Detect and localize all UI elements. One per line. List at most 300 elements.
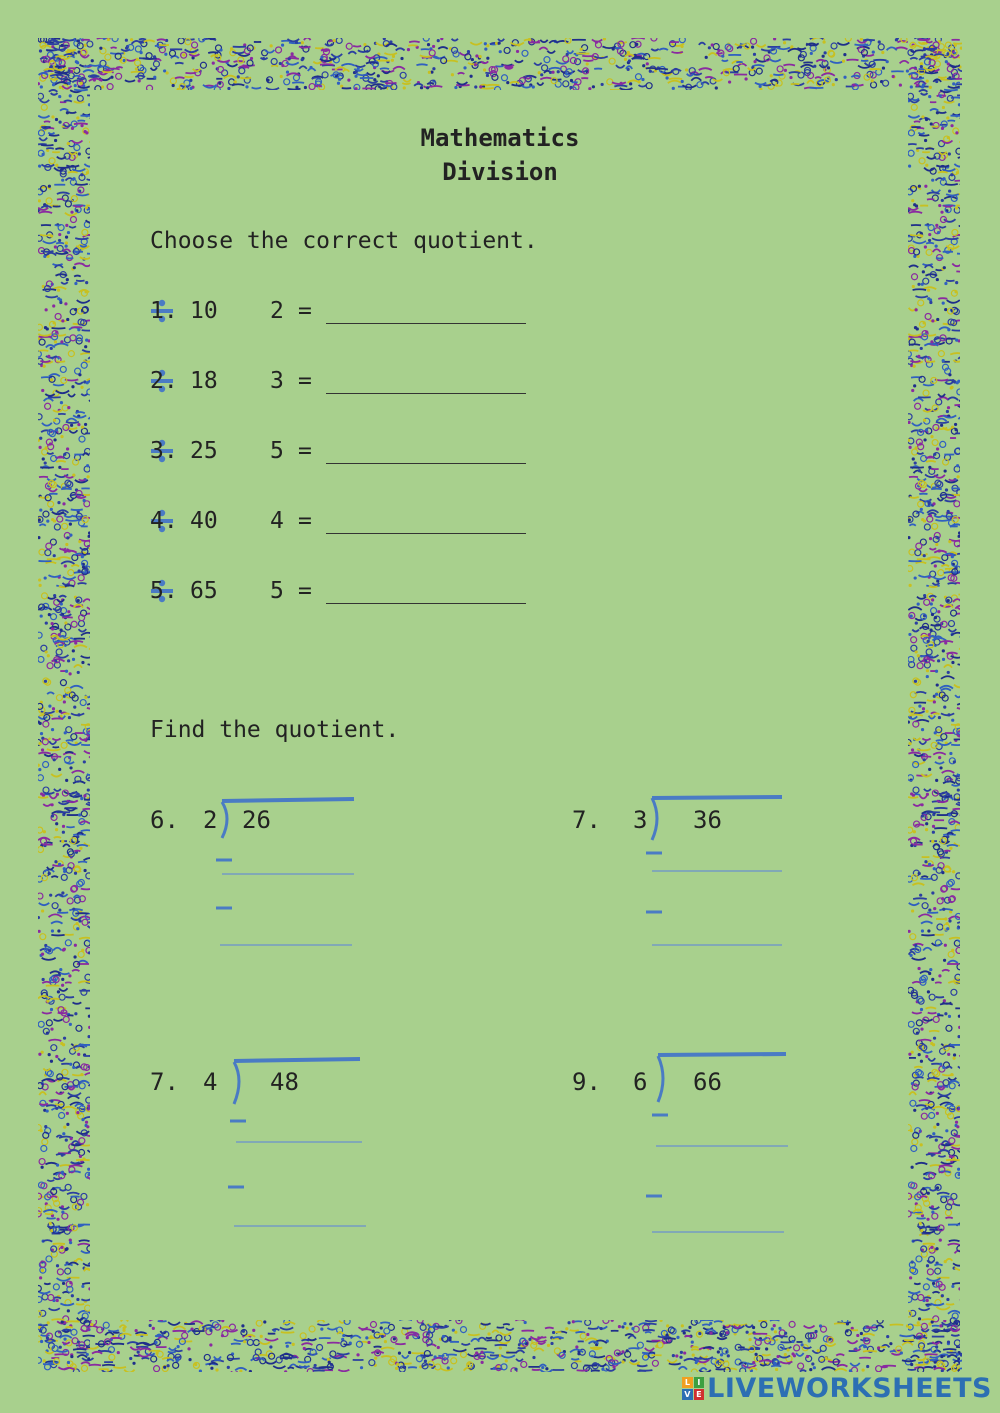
- confetti-piece: [915, 650, 918, 653]
- confetti-piece: [62, 1342, 69, 1344]
- confetti-piece: [44, 461, 47, 464]
- confetti-piece: [56, 1163, 59, 1166]
- confetti-piece: [784, 1332, 787, 1335]
- confetti-piece: [68, 974, 71, 977]
- confetti-piece: [945, 1129, 948, 1132]
- confetti-piece: [929, 968, 932, 971]
- confetti-piece: [918, 501, 924, 507]
- confetti-piece: [648, 58, 661, 59]
- confetti-piece: [822, 40, 825, 43]
- confetti-piece: [773, 1336, 783, 1338]
- confetti-piece: [38, 703, 43, 709]
- confetti-piece: [203, 1325, 215, 1328]
- confetti-piece: [726, 1331, 729, 1334]
- confetti-piece: [944, 282, 947, 285]
- confetti-piece: [38, 838, 50, 841]
- confetti-piece: [931, 608, 937, 614]
- confetti-piece: [784, 1353, 787, 1356]
- confetti-piece: [913, 365, 916, 368]
- confetti-piece: [53, 384, 64, 385]
- confetti-piece: [926, 1264, 929, 1267]
- confetti-piece: [81, 394, 87, 396]
- confetti-piece: [908, 838, 920, 841]
- confetti-piece: [484, 48, 487, 51]
- confetti-piece: [939, 909, 952, 910]
- answer-blank[interactable]: [326, 323, 526, 324]
- equals-sign: =: [298, 368, 312, 394]
- confetti-piece: [908, 351, 911, 357]
- confetti-piece: [681, 1324, 684, 1327]
- confetti-piece: [50, 1028, 53, 1031]
- confetti-piece: [84, 751, 90, 754]
- confetti-piece: [931, 489, 942, 490]
- confetti-piece: [908, 930, 911, 933]
- confetti-piece: [221, 1320, 224, 1322]
- confetti-piece: [950, 386, 953, 389]
- confetti-piece: [396, 1363, 399, 1366]
- answer-blank[interactable]: [326, 533, 526, 534]
- confetti-piece: [919, 1040, 932, 1041]
- confetti-piece: [182, 1333, 188, 1339]
- confetti-piece: [911, 1146, 917, 1152]
- confetti-piece: [61, 1171, 64, 1174]
- confetti-piece: [486, 74, 489, 77]
- confetti-piece: [132, 1362, 135, 1365]
- confetti-piece: [51, 93, 58, 95]
- confetti-piece: [88, 103, 90, 106]
- confetti-piece: [942, 908, 945, 911]
- confetti-piece: [285, 1343, 291, 1344]
- confetti-piece: [643, 1330, 655, 1331]
- confetti-piece: [773, 74, 783, 75]
- confetti-piece: [876, 1325, 884, 1328]
- confetti-piece: [65, 670, 68, 673]
- confetti-piece: [926, 243, 934, 244]
- confetti-piece: [944, 665, 952, 668]
- confetti-piece: [908, 716, 917, 719]
- confetti-piece: [722, 60, 728, 61]
- confetti-piece: [752, 1361, 755, 1364]
- confetti-piece: [899, 83, 902, 86]
- confetti-piece: [78, 373, 81, 376]
- confetti-piece: [936, 536, 939, 539]
- confetti-piece: [855, 44, 869, 45]
- confetti-piece: [426, 86, 429, 89]
- confetti-piece: [919, 741, 926, 744]
- confetti-piece: [65, 982, 71, 983]
- confetti-piece: [218, 82, 221, 85]
- confetti-piece: [53, 948, 61, 951]
- confetti-piece: [47, 867, 54, 870]
- confetti-piece: [58, 863, 61, 866]
- confetti-piece: [955, 1268, 960, 1270]
- confetti-piece: [38, 93, 43, 99]
- confetti-piece: [798, 54, 801, 57]
- confetti-piece: [66, 536, 69, 539]
- confetti-piece: [923, 438, 926, 441]
- confetti-piece: [931, 1211, 934, 1214]
- confetti-piece: [71, 1144, 81, 1145]
- confetti-piece: [929, 548, 936, 550]
- confetti-piece: [103, 38, 106, 40]
- confetti-piece: [51, 614, 57, 620]
- confetti-piece: [370, 1335, 373, 1338]
- problem-number: 6.: [150, 806, 179, 834]
- confetti-piece: [66, 740, 73, 741]
- confetti-piece: [936, 997, 944, 998]
- confetti-piece: [796, 1353, 804, 1356]
- confetti-piece: [931, 561, 944, 564]
- confetti-piece: [717, 1350, 720, 1353]
- confetti-piece: [923, 758, 926, 761]
- confetti-piece: [85, 1121, 88, 1124]
- confetti-piece: [911, 104, 917, 110]
- confetti-piece: [611, 1320, 614, 1322]
- confetti-piece: [451, 1358, 457, 1364]
- confetti-piece: [947, 599, 950, 602]
- confetti-piece: [40, 235, 51, 236]
- confetti-piece: [57, 1278, 71, 1281]
- confetti-piece: [61, 978, 64, 981]
- confetti-piece: [759, 1360, 772, 1361]
- confetti-piece: [953, 1263, 960, 1265]
- confetti-piece: [516, 50, 519, 53]
- confetti-piece: [846, 60, 858, 61]
- confetti-piece: [120, 1334, 132, 1336]
- confetti-piece: [46, 562, 57, 563]
- confetti-piece: [74, 263, 84, 264]
- confetti-piece: [50, 378, 53, 381]
- confetti-piece: [939, 1063, 942, 1066]
- confetti-piece: [227, 1355, 233, 1361]
- confetti-piece: [957, 922, 960, 924]
- confetti-piece: [317, 1320, 324, 1322]
- confetti-piece: [65, 1184, 71, 1190]
- confetti-piece: [890, 1351, 897, 1352]
- confetti-piece: [68, 570, 74, 576]
- confetti-piece: [565, 1327, 568, 1330]
- confetti-piece: [837, 43, 849, 45]
- confetti-piece: [850, 1363, 860, 1366]
- confetti-piece: [705, 77, 713, 78]
- confetti-piece: [55, 265, 63, 268]
- answer-blank[interactable]: [326, 393, 526, 394]
- confetti-piece: [794, 1345, 800, 1351]
- confetti-piece: [843, 53, 846, 56]
- confetti-piece: [637, 1365, 647, 1366]
- confetti-piece: [946, 116, 949, 119]
- confetti-piece: [237, 75, 240, 78]
- confetti-piece: [89, 755, 90, 757]
- confetti-piece: [958, 1026, 960, 1029]
- confetti-piece: [71, 734, 77, 740]
- confetti-piece: [51, 929, 54, 932]
- confetti-piece: [708, 53, 716, 55]
- confetti-piece: [147, 85, 153, 90]
- confetti-piece: [958, 1084, 960, 1086]
- confetti-piece: [288, 89, 301, 90]
- confetti-piece: [934, 1264, 942, 1265]
- confetti-piece: [932, 583, 939, 585]
- confetti-piece: [400, 72, 406, 78]
- confetti-piece: [59, 596, 66, 598]
- confetti-piece: [54, 340, 57, 343]
- confetti-piece: [932, 1069, 938, 1075]
- confetti-piece: [932, 1107, 945, 1109]
- confetti-piece: [47, 692, 54, 694]
- confetti-piece: [945, 871, 951, 872]
- confetti-piece: [88, 664, 90, 665]
- confetti-piece: [57, 990, 60, 993]
- confetti-piece: [70, 211, 73, 214]
- confetti-piece: [458, 73, 465, 74]
- confetti-piece: [758, 1321, 767, 1322]
- confetti-piece: [113, 1367, 126, 1368]
- confetti-piece: [580, 48, 583, 51]
- confetti-piece: [806, 1355, 809, 1358]
- confetti-piece: [47, 1180, 54, 1181]
- confetti-piece: [604, 1357, 615, 1359]
- confetti-piece: [372, 1330, 375, 1333]
- confetti-piece: [70, 1355, 73, 1358]
- confetti-piece: [53, 438, 56, 441]
- confetti-piece: [916, 1256, 922, 1262]
- confetti-piece: [872, 50, 875, 53]
- divisor: 4: [270, 508, 284, 534]
- confetti-piece: [941, 676, 954, 679]
- confetti-piece: [915, 446, 918, 449]
- confetti-piece: [958, 357, 960, 359]
- confetti-piece: [946, 281, 955, 282]
- answer-blank[interactable]: [326, 463, 526, 464]
- confetti-piece: [42, 449, 48, 455]
- confetti-piece: [367, 1341, 370, 1344]
- confetti-piece: [920, 1060, 923, 1063]
- confetti-piece: [914, 121, 920, 122]
- confetti-piece: [908, 421, 911, 424]
- confetti-piece: [52, 903, 58, 909]
- confetti-piece: [908, 1297, 912, 1303]
- confetti-piece: [539, 47, 547, 49]
- confetti-piece: [64, 564, 67, 567]
- confetti-piece: [927, 1260, 934, 1263]
- confetti-piece: [39, 1276, 42, 1279]
- confetti-piece: [63, 577, 76, 579]
- confetti-piece: [454, 1331, 457, 1334]
- confetti-piece: [923, 594, 926, 597]
- confetti-piece: [908, 208, 918, 210]
- confetti-piece: [163, 69, 166, 72]
- confetti-piece: [62, 831, 65, 834]
- confetti-piece: [377, 74, 380, 77]
- confetti-piece: [684, 1359, 697, 1361]
- confetti-piece: [452, 1329, 455, 1332]
- confetti-piece: [139, 39, 146, 40]
- confetti-piece: [551, 71, 554, 74]
- confetti-piece: [681, 80, 684, 83]
- confetti-piece: [606, 1368, 615, 1370]
- confetti-piece: [929, 1207, 939, 1209]
- confetti-piece: [644, 1324, 657, 1325]
- confetti-piece: [222, 1327, 230, 1329]
- confetti-piece: [927, 929, 930, 932]
- confetti-piece: [87, 1035, 90, 1038]
- confetti-piece: [918, 705, 921, 708]
- confetti-piece: [41, 389, 44, 392]
- confetti-piece: [913, 804, 921, 806]
- confetti-piece: [948, 1244, 960, 1245]
- confetti-piece: [54, 245, 57, 248]
- confetti-piece: [563, 81, 569, 87]
- confetti-piece: [41, 251, 53, 252]
- confetti-piece: [291, 52, 294, 55]
- confetti-piece: [71, 1197, 77, 1203]
- confetti-piece: [501, 75, 507, 81]
- confetti-piece: [243, 1340, 246, 1343]
- confetti-piece: [771, 1327, 774, 1330]
- confetti-piece: [959, 648, 960, 649]
- confetti-piece: [908, 518, 911, 521]
- confetti-piece: [420, 86, 423, 89]
- confetti-piece: [920, 1229, 923, 1232]
- confetti-piece: [932, 1213, 938, 1219]
- confetti-piece: [253, 1340, 259, 1346]
- confetti-piece: [401, 1363, 412, 1364]
- confetti-piece: [776, 1355, 779, 1358]
- confetti-piece: [479, 85, 482, 88]
- confetti-piece: [944, 90, 958, 91]
- confetti-piece: [708, 46, 711, 49]
- confetti-piece: [881, 51, 884, 54]
- confetti-piece: [928, 1013, 937, 1014]
- confetti-piece: [479, 55, 482, 58]
- confetti-piece: [945, 1210, 951, 1216]
- confetti-piece: [958, 664, 960, 665]
- confetti-piece: [88, 1173, 90, 1176]
- confetti-piece: [487, 1356, 498, 1359]
- confetti-piece: [38, 893, 43, 899]
- long-division-bracket: [150, 790, 410, 990]
- confetti-piece: [89, 1365, 101, 1366]
- confetti-piece: [931, 319, 934, 322]
- confetti-piece: [49, 1308, 60, 1310]
- confetti-piece: [518, 1348, 526, 1349]
- divisor: 6: [633, 1068, 648, 1096]
- confetti-piece: [534, 63, 541, 65]
- dividend: 36: [693, 806, 722, 834]
- confetti-piece: [945, 238, 958, 239]
- confetti-piece: [232, 52, 245, 54]
- confetti-piece: [620, 88, 633, 90]
- confetti-piece: [762, 1354, 770, 1355]
- confetti-piece: [586, 1333, 589, 1336]
- confetti-piece: [941, 1294, 944, 1297]
- confetti-piece: [924, 599, 930, 605]
- confetti-piece: [934, 515, 943, 517]
- confetti-piece: [914, 1336, 927, 1338]
- confetti-piece: [549, 41, 557, 43]
- answer-blank[interactable]: [326, 603, 526, 604]
- confetti-piece: [57, 1269, 63, 1275]
- confetti-piece: [175, 77, 185, 78]
- confetti-piece: [62, 1213, 68, 1219]
- confetti-piece: [626, 1327, 629, 1330]
- confetti-piece: [927, 501, 930, 504]
- confetti-piece: [81, 555, 84, 558]
- confetti-piece: [740, 1349, 749, 1350]
- confetti-piece: [39, 903, 49, 905]
- confetti-piece: [798, 1363, 804, 1369]
- confetti-piece: [956, 873, 960, 879]
- confetti-piece: [39, 437, 42, 440]
- confetti-piece: [942, 359, 945, 362]
- confetti-piece: [666, 1324, 669, 1327]
- confetti-piece: [59, 710, 62, 713]
- confetti-piece: [920, 65, 923, 68]
- confetti-piece: [252, 1329, 255, 1332]
- dividend: 10: [190, 298, 218, 324]
- confetti-piece: [76, 1111, 79, 1114]
- confetti-piece: [81, 633, 90, 636]
- confetti-piece: [38, 775, 43, 781]
- confetti-piece: [777, 66, 783, 72]
- confetti-piece: [930, 435, 933, 438]
- confetti-piece: [927, 192, 940, 193]
- confetti-piece: [908, 1125, 911, 1131]
- confetti-piece: [86, 1097, 90, 1103]
- confetti-piece: [39, 1104, 48, 1105]
- confetti-piece: [910, 1100, 916, 1106]
- confetti-piece: [52, 1319, 65, 1320]
- confetti-piece: [45, 446, 48, 449]
- confetti-piece: [50, 795, 57, 798]
- confetti-piece: [41, 748, 44, 751]
- confetti-piece: [791, 1340, 794, 1343]
- confetti-piece: [947, 397, 958, 400]
- confetti-piece: [940, 441, 946, 447]
- confetti-piece: [825, 1343, 836, 1346]
- confetti-piece: [41, 1166, 44, 1169]
- confetti-piece: [540, 73, 543, 76]
- confetti-piece: [936, 318, 939, 321]
- confetti-piece: [39, 1092, 46, 1095]
- confetti-piece: [521, 1361, 527, 1367]
- confetti-piece: [408, 1351, 411, 1354]
- confetti-piece: [749, 1368, 757, 1370]
- confetti-piece: [99, 78, 102, 81]
- confetti-piece: [524, 1321, 527, 1324]
- confetti-piece: [87, 1246, 90, 1252]
- confetti-piece: [495, 87, 501, 90]
- confetti-piece: [807, 81, 814, 84]
- confetti-piece: [88, 802, 90, 803]
- confetti-piece: [281, 1332, 294, 1333]
- long-division-problem-7: [572, 790, 832, 990]
- confetti-piece: [948, 152, 951, 155]
- confetti-piece: [946, 1259, 952, 1261]
- confetti-piece: [86, 873, 90, 879]
- confetti-piece: [789, 72, 801, 73]
- confetti-piece: [58, 239, 61, 242]
- confetti-piece: [761, 49, 775, 50]
- confetti-piece: [939, 226, 946, 227]
- confetti-piece: [83, 869, 86, 872]
- confetti-piece: [76, 490, 82, 496]
- confetti-piece: [955, 206, 958, 209]
- confetti-piece: [770, 1320, 780, 1321]
- confetti-piece: [81, 1118, 84, 1121]
- confetti-piece: [912, 285, 915, 288]
